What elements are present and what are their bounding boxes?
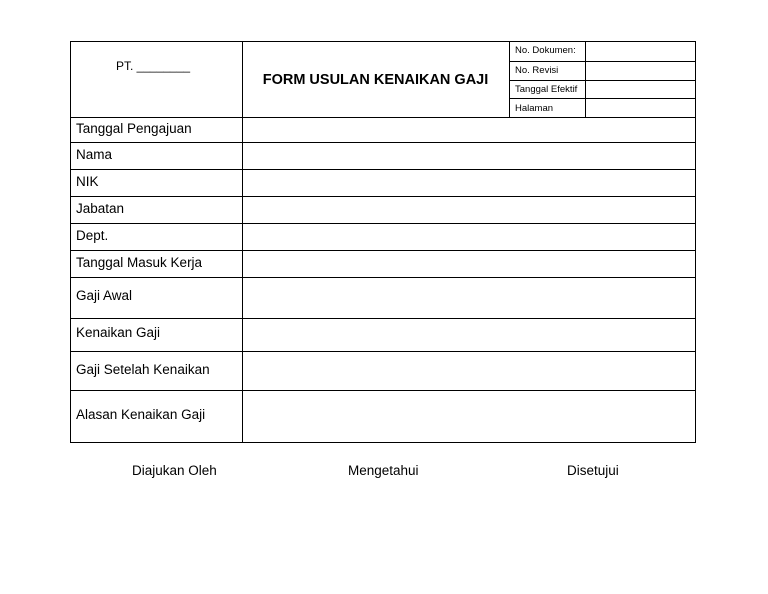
field-value-name[interactable] bbox=[244, 144, 694, 168]
field-label-department: Dept. bbox=[76, 228, 109, 243]
field-label-nik: NIK bbox=[76, 174, 99, 189]
row-divider bbox=[70, 277, 696, 278]
meta-label-page: Halaman bbox=[515, 103, 554, 114]
meta-value-revision-no[interactable] bbox=[585, 64, 695, 79]
meta-divider bbox=[509, 98, 696, 99]
meta-value-page[interactable] bbox=[585, 101, 695, 116]
field-label-salary-after-increase: Gaji Setelah Kenaikan bbox=[76, 362, 210, 377]
meta-label-revision-no: No. Revisi bbox=[515, 65, 559, 76]
field-label-increase-reason: Alasan Kenaikan Gaji bbox=[76, 407, 206, 422]
row-divider bbox=[70, 169, 696, 170]
meta-value-effective-date[interactable] bbox=[585, 83, 695, 98]
field-label-position: Jabatan bbox=[76, 201, 125, 216]
row-divider bbox=[70, 390, 696, 391]
row-divider bbox=[70, 351, 696, 352]
row-divider bbox=[70, 318, 696, 319]
field-value-nik[interactable] bbox=[244, 171, 694, 195]
row-divider bbox=[70, 223, 696, 224]
field-label-name: Nama bbox=[76, 147, 113, 162]
field-value-salary-after-increase[interactable] bbox=[244, 353, 694, 389]
company-cell bbox=[71, 42, 242, 118]
meta-label-effective-date: Tanggal Efektif bbox=[515, 84, 578, 95]
field-label-submission-date: Tanggal Pengajuan bbox=[76, 121, 192, 136]
signature-acknowledged-by: Mengetahui bbox=[348, 463, 419, 478]
field-label-initial-salary: Gaji Awal bbox=[76, 288, 133, 303]
row-divider bbox=[70, 250, 696, 251]
row-divider bbox=[70, 142, 696, 143]
form-title: FORM USULAN KENAIKAN GAJI bbox=[262, 72, 489, 88]
field-value-increase-reason[interactable] bbox=[244, 392, 694, 442]
field-label-salary-increase: Kenaikan Gaji bbox=[76, 325, 161, 340]
company-label: PT. ________ bbox=[116, 59, 191, 73]
signature-approved-by: Disetujui bbox=[567, 463, 619, 478]
field-value-position[interactable] bbox=[244, 198, 694, 222]
meta-label-document-no: No. Dokumen: bbox=[515, 45, 576, 56]
field-value-initial-salary[interactable] bbox=[244, 279, 694, 317]
field-value-join-date[interactable] bbox=[244, 252, 694, 276]
meta-divider bbox=[509, 61, 696, 62]
meta-value-document-no[interactable] bbox=[585, 45, 695, 60]
meta-divider bbox=[509, 80, 696, 81]
field-value-submission-date[interactable] bbox=[244, 119, 694, 141]
row-divider bbox=[70, 196, 696, 197]
field-value-salary-increase[interactable] bbox=[244, 320, 694, 350]
field-label-join-date: Tanggal Masuk Kerja bbox=[76, 255, 203, 270]
signature-submitted-by: Diajukan Oleh bbox=[132, 463, 217, 478]
field-value-department[interactable] bbox=[244, 225, 694, 249]
